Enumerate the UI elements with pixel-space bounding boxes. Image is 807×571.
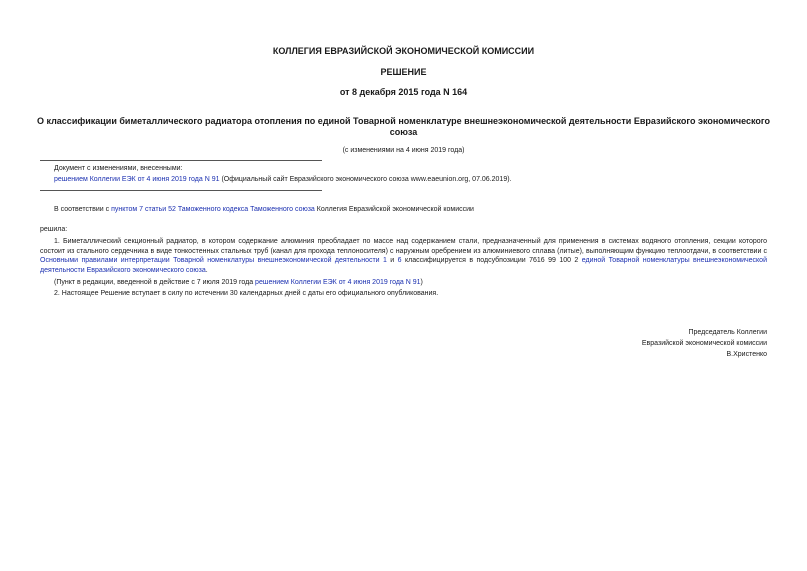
org-name: КОЛЛЕГИЯ ЕВРАЗИЙСКОЙ ЭКОНОМИЧЕСКОЙ КОМИССИИ <box>272 46 535 56</box>
interpretation-rules-link[interactable]: Основными правилами интерпретации Товарной номенклатуры внешнеэкономической деятельности 1 <box>40 257 387 265</box>
signature-org: Евразийской экономической комиссии <box>641 340 767 347</box>
item-2: 2. Настоящее Решение вступает в силу по истечении 30 календарных дней с даты его официального опубликования. <box>54 290 439 297</box>
preamble <box>54 205 774 215</box>
amendments-intro: Документ с изменениями, внесенными: <box>54 165 183 172</box>
changes-note: (с изменениями на 4 июня 2019 года) <box>342 147 465 154</box>
divider-bottom <box>40 190 322 191</box>
rule-six-link[interactable]: 6 <box>397 257 402 265</box>
signature-title: Председатель Коллегии <box>688 329 767 336</box>
doc-title: О классификации биметаллического радиатора отопления по единой Товарной номенклатуре внешнеэкономической деятельности Евразийского экономического союза <box>36 116 771 137</box>
item-1 <box>40 237 767 275</box>
amendment-link[interactable]: решением Коллегии ЕЭК от 4 июня 2019 года N 91 <box>54 176 220 183</box>
doc-date: от 8 декабря 2015 года N 164 <box>339 87 468 97</box>
item-1-text-b: классифицируется в подсубпозиции 7616 99 100 2 <box>401 257 582 265</box>
amendments-line <box>54 175 774 185</box>
item-1-and: и <box>386 257 398 265</box>
resolved-label: решила: <box>40 226 68 233</box>
customs-code-link[interactable]: пунктом 7 статьи 52 Таможенного кодекса Таможенного союза <box>111 206 315 213</box>
preamble-after: Коллегия Евразийской экономической комиссии <box>314 206 474 213</box>
item-1-end: . <box>205 266 208 274</box>
item-1-text-a: 1. Биметаллический секционный радиатор, в котором содержание алюминия преобладает по массе над содержанием стали, предназначенный для применения в системах водяного отопления, секции которого состоит из стального сердечника в виде тонкостенных стальных труб (канал для прохода теплоносителя) с наружным оребрением из алюминиевого сплава (литые), выполняющим функцию теплоотдачи, в соответствии с <box>40 238 767 255</box>
tnved-link[interactable]: единой Товарной номенклатуры внешнеэкономической деятельности Евразийского экономического союза <box>40 257 767 274</box>
item-1-note-before: (Пункт в редакции, введенной в действие с 7 июля 2019 года <box>54 279 256 286</box>
amendment-source: (Официальный сайт Евразийского экономического союза www.eaeunion.org, 07.06.2019). <box>219 176 512 183</box>
item-1-note-link[interactable]: решением Коллегии ЕЭК от 4 июня 2019 года N 91 <box>255 279 421 286</box>
doc-type: РЕШЕНИЕ <box>380 67 427 77</box>
signature-name: В.Христенко <box>726 351 767 358</box>
item-1-note-after: ) <box>420 279 423 286</box>
item-1-note <box>54 278 774 288</box>
preamble-before: В соответствии с <box>54 206 112 213</box>
divider-top <box>40 160 322 161</box>
signature-block <box>567 327 767 360</box>
